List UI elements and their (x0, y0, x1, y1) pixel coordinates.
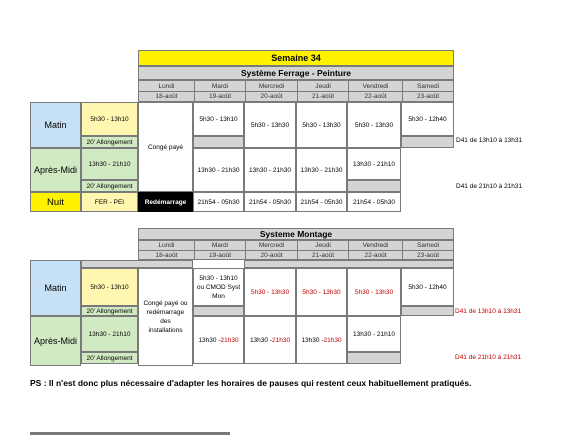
day-name: Samedi (402, 241, 453, 250)
day-date: 23-août (402, 91, 453, 101)
shift-label-matin: Matin (30, 102, 81, 148)
day-name: Mardi (194, 81, 245, 91)
nuit-vendredi: 21h54 - 05h30 (347, 192, 401, 212)
day-date: 20-août (245, 91, 297, 101)
day-name: Jeudi (297, 241, 348, 250)
day-date: 19-août (194, 91, 245, 101)
day-date: 18-août (139, 91, 194, 101)
gray-spacer (347, 352, 401, 364)
am-jeudi: 13h30 - 21h30 (296, 148, 347, 192)
day-date: 20-août (245, 250, 297, 259)
matin-mercredi: 5h30 - 13h30 (244, 102, 296, 148)
shift-hours-apres-midi: 13h30 - 21h10 (81, 148, 138, 180)
week-title: Semaine 34 (138, 50, 454, 66)
am-jeudi (296, 316, 347, 364)
day-name: Vendredi (348, 81, 402, 91)
conge-line: des (160, 318, 171, 325)
matin-jeudi: 5h30 - 13h30 (296, 102, 347, 148)
gray-spacer (401, 136, 454, 148)
shift-label-apres-midi: Après-Midi (30, 316, 81, 366)
day-name: Vendredi (348, 241, 402, 250)
matin-mardi-line: 5h30 - 13h10 (199, 274, 238, 282)
nuit-mardi: 21h54 - 05h30 (193, 192, 244, 212)
am-mardi: 13h30 - 21h30 (193, 148, 244, 192)
shift-hours-apres-midi: 13h30 - 21h10 (81, 316, 138, 352)
matin-mardi-line: ou CMOD Syst (196, 283, 241, 291)
matin-note: D41 de 13h10 à 13h31 (456, 137, 523, 144)
day-date: 22-août (348, 91, 402, 101)
shift-label-nuit: Nuit (30, 192, 81, 212)
allongement-matin: 20' Allongement (81, 136, 138, 148)
day-name: Lundi (139, 81, 194, 91)
gray-spacer (81, 260, 193, 268)
conge-paye-cell: Congé payé (138, 102, 193, 192)
day-date: 22-août (348, 250, 402, 259)
shift-label-matin: Matin (30, 260, 81, 316)
allongement-apres-midi: 20' Allongement (81, 180, 138, 192)
day-date: 18-août (139, 250, 194, 259)
day-date: 21-août (297, 250, 348, 259)
am-end: 21h30 (220, 336, 239, 344)
am-mardi (193, 316, 244, 364)
day-date: 21-août (297, 91, 348, 101)
matin-note: D41 de 13h10 à 13h31 (455, 308, 522, 315)
gray-spacer (401, 306, 454, 316)
am-start: 13h30 - (301, 336, 324, 344)
am-vendredi: 13h30 - 21h10 (347, 148, 401, 180)
conge-line: Congé payé ou (143, 300, 188, 307)
day-name: Lundi (139, 241, 194, 250)
day-header-row (138, 80, 454, 102)
matin-vendredi: 5h30 - 13h30 (347, 102, 401, 148)
am-start: 13h30 - (198, 336, 221, 344)
matin-mardi (193, 268, 244, 306)
day-header-row (138, 240, 454, 260)
gray-spacer (193, 136, 244, 148)
allongement-apres-midi: 20' Allongement (81, 352, 138, 364)
conge-line: installations (148, 327, 183, 334)
day-date: 23-août (402, 250, 453, 259)
day-name: Samedi (402, 81, 453, 91)
system-title-montage: Systeme Montage (138, 228, 454, 240)
conge-line: redémarrage (146, 309, 185, 316)
conge-redemarrage-cell (138, 268, 193, 366)
matin-vendredi: 5h30 - 13h30 (347, 268, 401, 316)
gray-spacer (347, 180, 401, 192)
day-name: Mardi (194, 241, 245, 250)
day-date: 19-août (194, 250, 245, 259)
am-end: 21h30 (323, 336, 342, 344)
ps-note: PS : Il n'est donc plus nécessaire d'adapter les horaires de pauses qui restent ceux habituellement pratiqués. (30, 378, 472, 388)
am-start: 13h30 - (249, 336, 272, 344)
shift-hours-matin: 5h30 - 13h10 (81, 268, 138, 306)
matin-samedi: 5h30 - 12h40 (401, 268, 454, 306)
am-mercredi: 13h30 - 21h30 (244, 148, 296, 192)
day-name: Mercredi (245, 81, 297, 91)
gray-spacer (193, 306, 244, 316)
am-vendredi: 13h30 - 21h10 (347, 316, 401, 352)
matin-mardi-line: Mon (212, 292, 225, 300)
day-name: Mercredi (245, 241, 297, 250)
nuit-mercredi: 21h54 - 05h30 (244, 192, 296, 212)
apres-midi-note: D41 de 21h10 à 21h31 (456, 183, 523, 190)
shift-hours-matin: 5h30 - 13h10 (81, 102, 138, 136)
matin-samedi: 5h30 - 12h40 (401, 102, 454, 136)
matin-mercredi: 5h30 - 13h30 (244, 268, 296, 316)
shift-hours-nuit: FER - PEI (81, 192, 138, 212)
shift-label-apres-midi: Après-Midi (30, 148, 81, 192)
nuit-jeudi: 21h54 - 05h30 (296, 192, 347, 212)
am-end: 21h30 (271, 336, 291, 344)
am-mercredi (244, 316, 296, 364)
gray-spacer (244, 260, 454, 268)
apres-midi-note: D41 de 21h10 à 21h31 (455, 354, 522, 361)
day-name: Jeudi (297, 81, 348, 91)
redemarrage-cell: Redémarrage (138, 192, 193, 212)
matin-jeudi: 5h30 - 13h30 (296, 268, 347, 316)
matin-mardi: 5h30 - 13h10 (193, 102, 244, 136)
allongement-matin: 20' Allongement (81, 306, 138, 316)
system-title-ferrage: Système Ferrage - Peinture (138, 66, 454, 80)
